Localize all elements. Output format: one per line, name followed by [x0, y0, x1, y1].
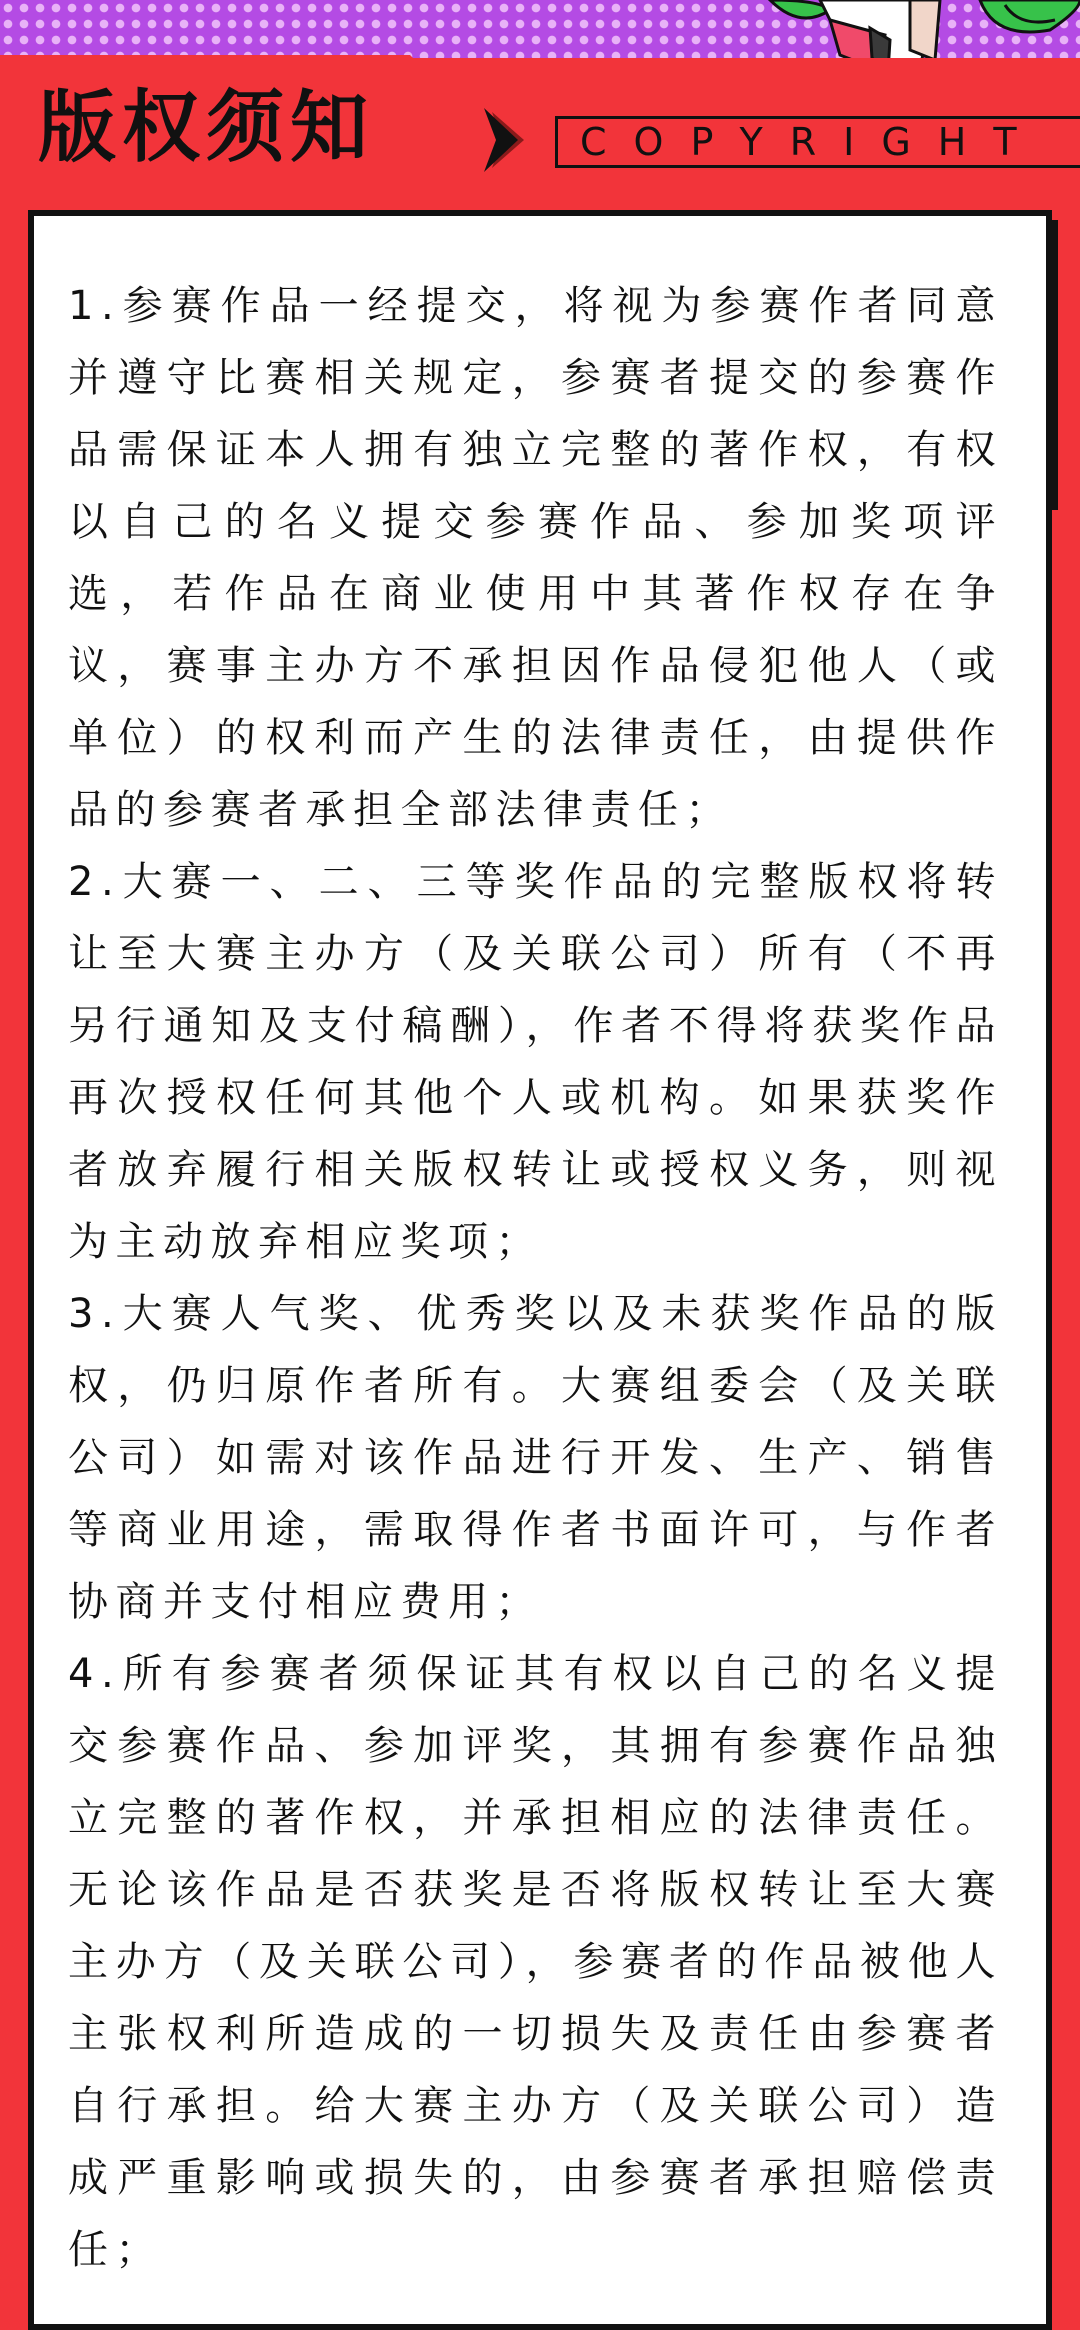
copyright-label: COPYRIGHT — [580, 120, 1044, 164]
copyright-label-box — [555, 116, 1080, 168]
clause-2: 2.大赛一、二、三等奖作品的完整版权将转让至大赛主办方（及关联公司）所有（不再另行通知及支付稿酬），作者不得将获奖作品再次授权任何其他个人或机构。如果获奖作者放弃履行相关版权转让或授权义务，则视为主动放弃相应奖项； — [68, 859, 1003, 1265]
clause-list — [68, 270, 1003, 2286]
clause-1: 1.参赛作品一经提交，将视为参赛作者同意并遵守比赛相关规定，参赛者提交的参赛作品需保证本人拥有独立完整的著作权，有权以自己的名义提交参赛作品、参加奖项评选，若作品在商业使用中其著作权存在争议，赛事主办方不承担因作品侵犯他人（或单位）的权利而产生的法律责任，由提供作品的参赛者承担全部法律责任； — [68, 283, 1003, 833]
arrow-icon — [478, 104, 534, 176]
clause-3: 3.大赛人气奖、优秀奖以及未获奖作品的版权，仍归原作者所有。大赛组委会（及关联公司）如需对该作品进行开发、生产、销售等商业用途，需取得作者书面许可，与作者协商并支付相应费用； — [68, 1291, 1003, 1625]
page-title: 版权须知 — [38, 83, 375, 173]
clause-4: 4.所有参赛者须保证其有权以自己的名义提交参赛作品、参加评奖，其拥有参赛作品独立完整的著作权，并承担相应的法律责任。无论该作品是否获奖是否将版权转让至大赛主办方（及关联公司），参赛者的作品被他人主张权利所造成的一切损失及责任由参赛者自行承担。给大赛主办方（及关联公司）造成严重影响或损失的，由参赛者承担赔偿责任； — [68, 1651, 1003, 2273]
